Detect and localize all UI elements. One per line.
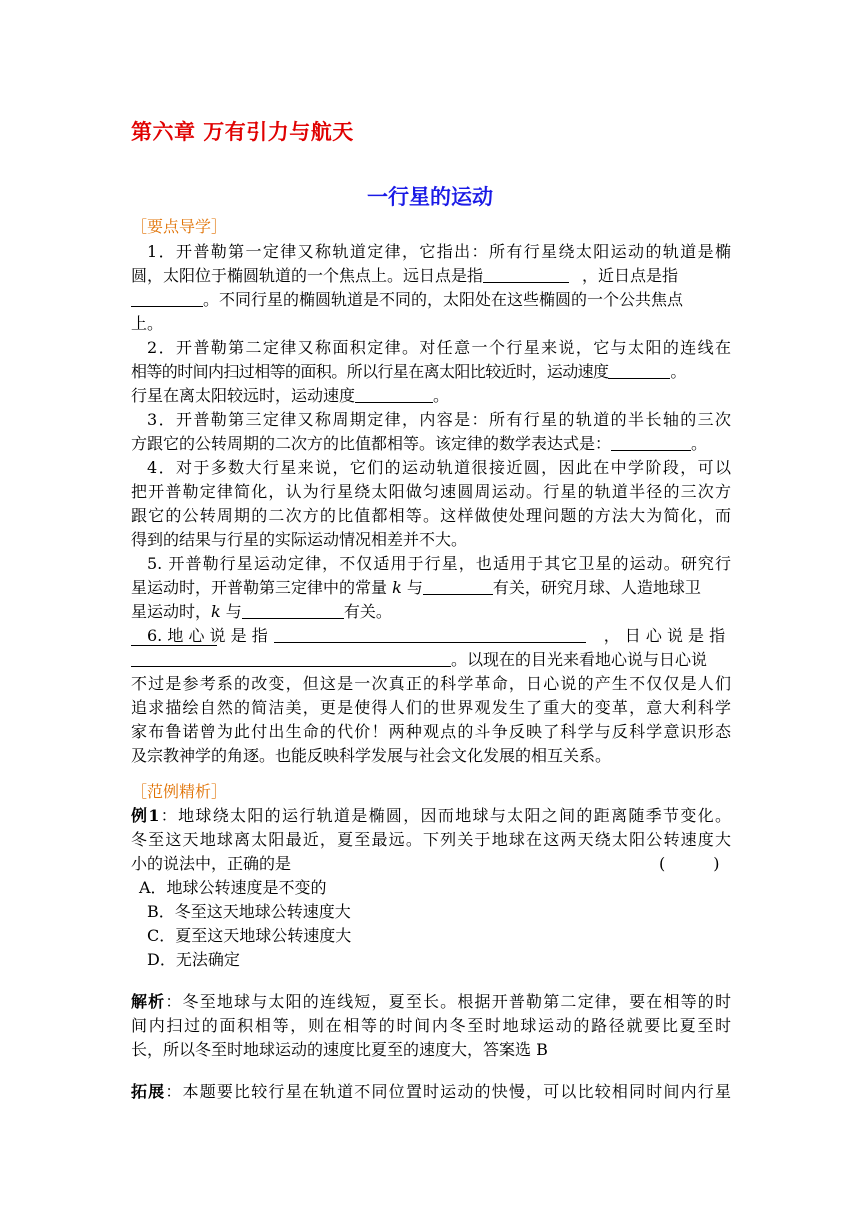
near-speed-blank[interactable]: [608, 360, 670, 379]
p5-line-3-text-c: 有关。: [343, 602, 392, 621]
p6-line-3-text: 。以现在的目光来看地心说与日心说: [451, 650, 708, 669]
section-heading-examples: ［范例精析］: [131, 782, 228, 801]
p6-line-1-text-a: 6. 地 心 说 是 指: [147, 626, 268, 645]
far-point-blank[interactable]: [483, 264, 569, 283]
p6-line-5: 追求描绘自然的简洁美，更是使得人们的世界观发生了重大的变革，意大利科学: [131, 698, 731, 717]
section-heading-key-points: ［要点导学］: [131, 217, 228, 236]
p2-line-1: 2．开普勒第二定律又称面积定律。对任意一个行星来说，它与太阳的连线在: [147, 338, 731, 357]
planet-k-blank[interactable]: [423, 576, 493, 595]
p6-line-7: 及宗教神学的角逐。也能反映科学发展与社会文化发展的相互关系。: [131, 746, 612, 765]
example1-line-1-text: ：地球绕太阳的运行轨道是椭圆，因而地球与太阳之间的距离随季节变化。: [159, 806, 731, 825]
p5-line-2-text-a: 星运动时，开普勒第三定律中的常量: [131, 578, 393, 597]
extension-label: 拓展: [131, 1082, 166, 1101]
example1-label: 例1: [131, 806, 160, 825]
analysis-line-3: 长，所以冬至时地球运动的速度比夏至的速度大，答案选 B: [131, 1040, 548, 1059]
p1-line-1: 1．开普勒第一定律又称轨道定律，它指出：所有行星绕太阳运动的轨道是椭: [147, 242, 731, 261]
p5-line-2: [131, 576, 731, 600]
p5-line-2-text-c: 有关，研究月球、人造地球卫: [492, 578, 701, 597]
p1-line-2-text-a: 圆，太阳位于椭圆轨道的一个焦点上。远日点是指: [131, 266, 484, 285]
p1-line-2: [131, 264, 731, 288]
p3-line-2: [131, 432, 731, 456]
extension-line-1-text: ：本题要比较行星在轨道不同位置时运动的快慢，可以比较相同时间内行星: [165, 1082, 731, 1101]
analysis-line-1-text: ：冬至地球与太阳的连线短，夏至长。根据开普勒第二定律，要在相等的时: [165, 992, 731, 1011]
p1-line-2-text-b: ，近日点是指: [582, 266, 679, 285]
p4-line-2: 把开普勒定律简化，认为行星绕太阳做匀速圆周运动。行星的轨道半径的三次方: [131, 482, 731, 501]
p1-line-4: 上。: [131, 314, 164, 333]
lesson-title: 一行星的运动: [367, 185, 493, 209]
example1-line-3: [131, 852, 731, 876]
answer-bracket[interactable]: ( ): [659, 854, 720, 873]
p6-line-6: 家布鲁诺曾为此付出生命的代价！两种观点的斗争反映了科学与反科学意识形态: [131, 722, 731, 741]
p2-line-2: [131, 360, 731, 384]
p2-line-3: [131, 384, 731, 408]
p5-line-1: 5. 开普勒行星运动定律，不仅适用于行星，也适用于其它卫星的运动。研究行: [147, 554, 731, 573]
p6-line-3: [131, 648, 731, 672]
far-speed-blank[interactable]: [355, 384, 433, 403]
option-a[interactable]: A．地球公转速度是不变的: [139, 878, 327, 897]
geocentric-blank[interactable]: [274, 624, 586, 643]
p6-line-1: [147, 624, 731, 648]
p2-line-2-text-a: 相等的时间内扫过相等的面积。所以行星在离太阳比较近时，运动速度: [131, 362, 609, 381]
p4-line-3: 跟它的公转周期的二次方的比值都相等。这样做使处理问题的方法大为简化，而: [131, 506, 731, 525]
heliocentric-blank-a[interactable]: [131, 645, 217, 646]
p5-line-3: [131, 600, 731, 624]
p2-line-3-text-a: 行星在离太阳较远时，运动速度: [131, 386, 356, 405]
heliocentric-blank-b[interactable]: [131, 648, 451, 667]
p5-line-2-text-b: 与: [401, 578, 423, 597]
near-point-blank[interactable]: [131, 288, 203, 307]
p1-line-3-text: 。不同行星的椭圆轨道是不同的，太阳处在这些椭圆的一个公共焦点: [203, 290, 684, 309]
option-d[interactable]: D．无法确定: [147, 950, 240, 969]
p1-line-3: [131, 288, 731, 312]
example1-line-2: 冬至这天地球离太阳最近，夏至最远。下列关于地球在这两天绕太阳公转速度大: [131, 830, 731, 849]
p6-line-1-text-b: ， 日 心 说 是 指: [603, 626, 726, 645]
p3-line-2-text-b: 。: [691, 434, 708, 453]
p2-line-3-text-b: 。: [433, 386, 450, 405]
option-c[interactable]: C．夏至这天地球公转速度大: [147, 926, 352, 945]
formula-blank[interactable]: [611, 432, 691, 451]
analysis-label: 解析: [131, 992, 166, 1011]
analysis-line-1: [131, 990, 731, 1014]
example1-line-1: [131, 804, 731, 828]
p5-line-3-text-b: 与: [220, 602, 242, 621]
p3-line-2-text-a: 方跟它的公转周期的二次方的比值都相等。该定律的数学表达式是：: [131, 434, 612, 453]
option-b[interactable]: B．冬至这天地球公转速度大: [147, 902, 351, 921]
p6-line-4: 不过是参考系的改变，但这是一次真正的科学革命，日心说的产生不仅仅是人们: [131, 674, 731, 693]
constant-k: k: [392, 578, 402, 597]
p5-line-3-text-a: 星运动时，: [131, 602, 212, 621]
analysis-line-2: 间内扫过的面积相等，则在相等的时间内冬至时地球运动的路径就要比夏至时: [131, 1016, 731, 1035]
constant-k-2: k: [211, 602, 221, 621]
p4-line-1: 4．对于多数大行星来说，它们的运动轨道很接近圆，因此在中学阶段，可以: [147, 458, 731, 477]
chapter-title: 第六章 万有引力与航天: [131, 120, 354, 144]
extension-line-1: [131, 1080, 731, 1104]
satellite-k-blank[interactable]: [242, 600, 344, 619]
p4-line-4: 得到的结果与行星的实际运动情况相差并不大。: [131, 530, 468, 549]
p2-line-2-text-b: 。: [670, 362, 687, 381]
p3-line-1: 3．开普勒第三定律又称周期定律，内容是：所有行星的轨道的半长轴的三次: [147, 410, 731, 429]
example1-line-3-text: 小的说法中，正确的是: [131, 854, 292, 873]
